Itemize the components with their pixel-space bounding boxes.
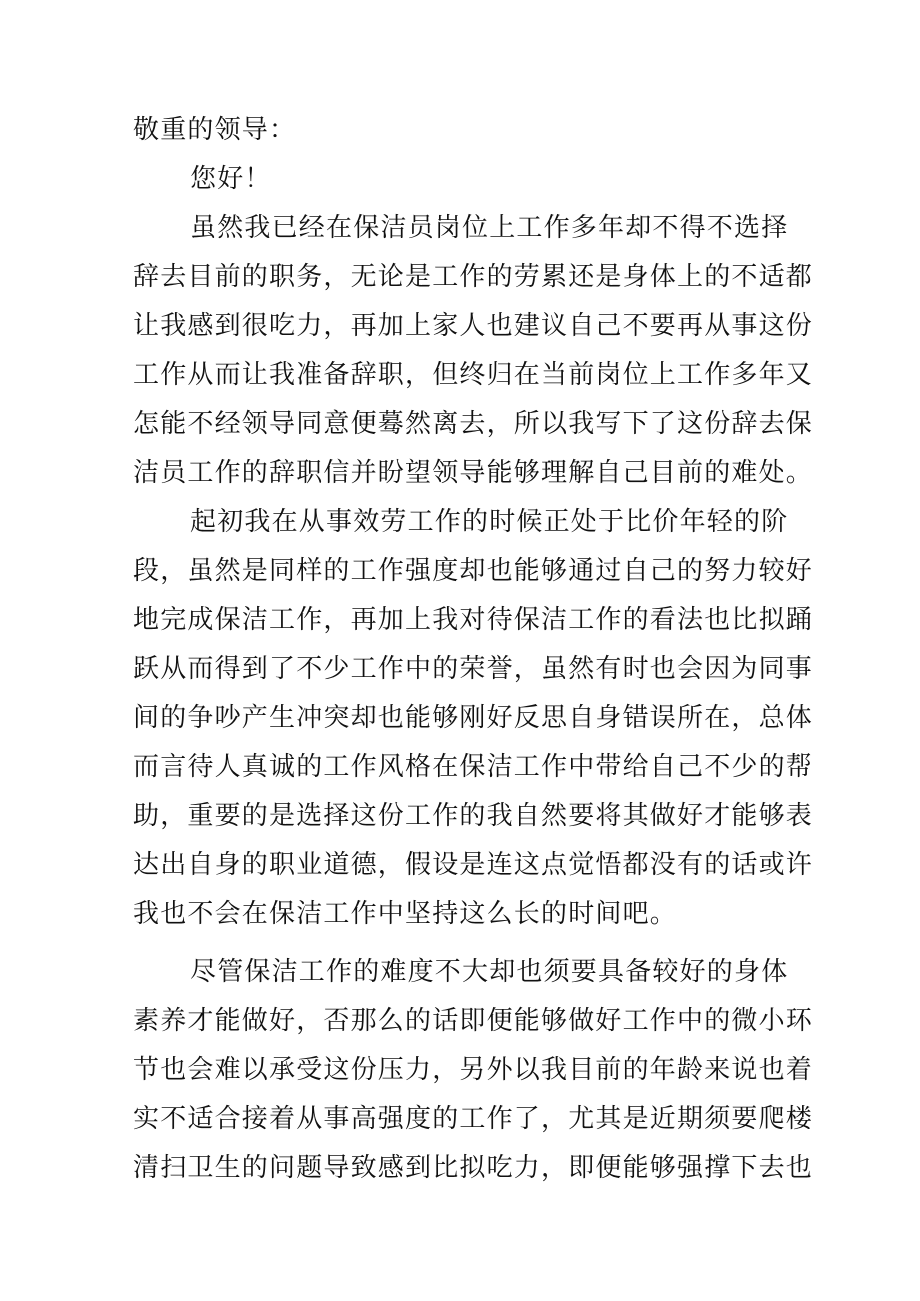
paragraph-3: [133, 948, 814, 1193]
paragraph-line: 素养才能做好，否那么的话即便能够做好工作中的微小环: [133, 1006, 814, 1036]
paragraph-line: 尽管保洁工作的难度不大却也须要具备较好的身体: [190, 957, 789, 987]
paragraph-2: [133, 498, 814, 939]
paragraph-line: 达出自身的职业道德，假设是连这点觉悟都没有的话或许: [133, 850, 814, 880]
paragraph-line: 间的争吵产生冲突却也能够刚好反思自身错误所在，总体: [133, 703, 814, 733]
greeting: 您好！: [190, 164, 272, 194]
paragraph-line: 跃从而得到了不少工作中的荣誉，虽然有时也会因为同事: [133, 654, 814, 684]
paragraph-line: 而言待人真诚的工作风格在保洁工作中带给自己不少的帮: [133, 752, 814, 782]
paragraph-line: 实不适合接着从事高强度的工作了，尤其是近期须要爬楼: [133, 1104, 814, 1134]
salutation: 敬重的领导：: [133, 115, 297, 145]
paragraph-1: [133, 204, 814, 498]
paragraph-line: 助，重要的是选择这份工作的我自然要将其做好才能够表: [133, 801, 814, 831]
paragraph-line: 清扫卫生的问题导致感到比拟吃力，即便能够强撑下去也: [133, 1153, 814, 1183]
paragraph-line: 地完成保洁工作，再加上我对待保洁工作的看法也比拟踊: [133, 605, 814, 635]
paragraph-line: 虽然我已经在保洁员岗位上工作多年却不得不选择: [190, 213, 789, 243]
paragraph-line: 工作从而让我准备辞职，但终归在当前岗位上工作多年又: [133, 360, 814, 390]
paragraph-line: 洁员工作的辞职信并盼望领导能够理解自己目前的难处。: [133, 458, 814, 488]
paragraph-line: 段，虽然是同样的工作强度却也能够通过自己的努力较好: [133, 556, 814, 586]
letter-body: [133, 106, 814, 1193]
paragraph-line: 我也不会在保洁工作中坚持这么长的时间吧。: [133, 899, 678, 929]
paragraph-line: 让我感到很吃力，再加上家人也建议自己不要再从事这份: [133, 311, 814, 341]
paragraph-line: 起初我在从事效劳工作的时候正处于比价年轻的阶: [190, 507, 789, 537]
paragraph-line: 辞去目前的职务，无论是工作的劳累还是身体上的不适都: [133, 262, 814, 292]
paragraph-line: 怎能不经领导同意便蓦然离去，所以我写下了这份辞去保: [133, 409, 814, 439]
paragraph-line: 节也会难以承受这份压力，另外以我目前的年龄来说也着: [133, 1055, 814, 1085]
